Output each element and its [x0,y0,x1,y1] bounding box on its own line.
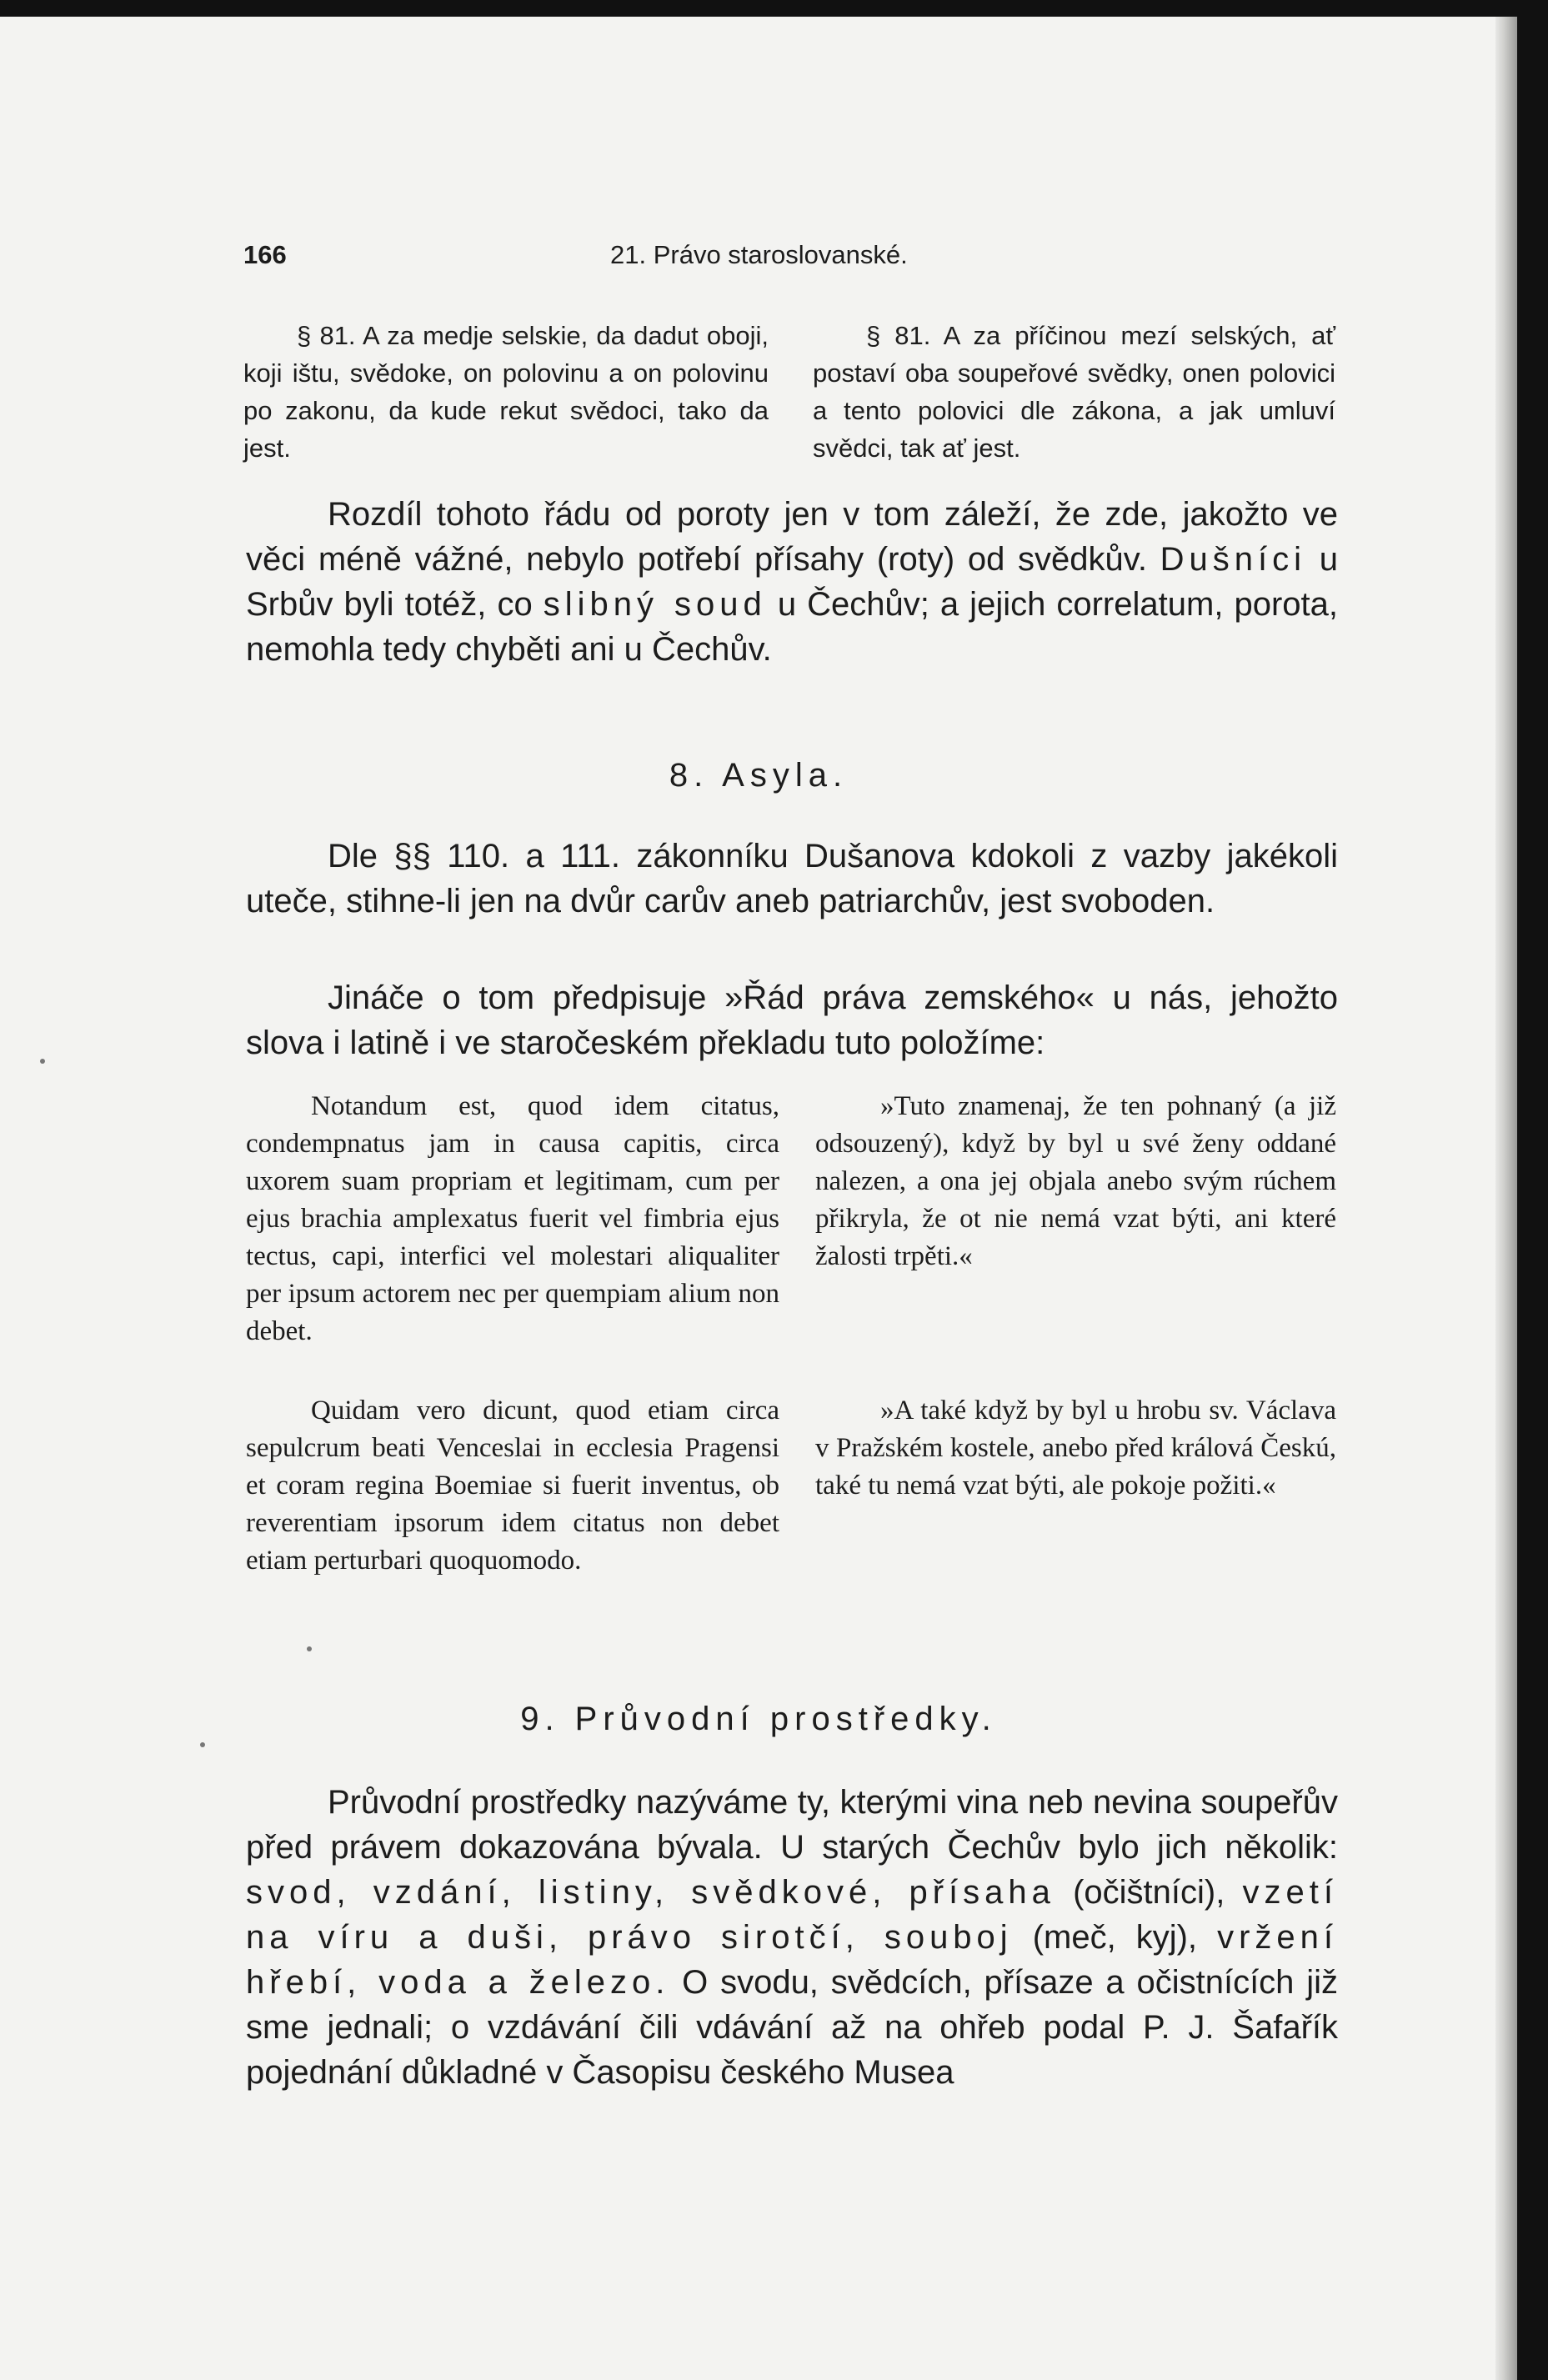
para1-spaced-slibny-soud: slibný soud [543,586,767,623]
speck [40,1059,45,1064]
latin-paragraph-2: Quidam vero dicunt, quod etiam circa sepulcrum beati Venceslai in ecclesia Pragensi et coram regina Boemiae si fuerit inventus, ob reverentiam ipsorum idem citatus non debet etiam perturbari quoquomodo. [246,1395,779,1576]
book-page [0,17,1517,2380]
para4-spaced-list-1: svod, vzdání, listiny, svědkové, přísaha [246,1874,1055,1911]
section-81-original: § 81. A za medje selskie, da dadut oboji, koji ištu, svědoke, on polovinu a on polovinu po zakonu, da kude rekut svědoci, tako da jest. [243,321,769,463]
paragraph-porota [246,492,1338,672]
paragraph-dusan: Dle §§ 110. a 111. zákonníku Dušanova kdokoli z vazby jakékoli uteče, stihne-li jen na dvůr carův aneb patriarchův, jest svoboden. [246,838,1338,919]
czech-text-1 [815,1088,1336,1275]
czech-paragraph-1: »Tuto znamenaj, že ten pohnaný (a již odsouzený), když by byl u své ženy oddané nalezen, a ona jej objala anebo svým rúchem přikryla, že ot nie nemá vzat býti, ani které žalosti trpěti.« [815,1091,1336,1271]
running-title: 21. Právo staroslovanské. [610,240,908,269]
czech-text-2 [815,1392,1336,1505]
czech-paragraph-2: »A také když by byl u hrobu sv. Václava v Pražském kostele, anebo před králová Českú, také tu nemá vzat býti, ale pokoje požiti.« [815,1395,1336,1501]
heading-pruvodni-prostredky: 9. Průvodní prostředky. [520,1701,997,1737]
para4-text-c: (meč, kyj), [1032,1919,1198,1956]
latin-text-1 [246,1088,779,1350]
speck [307,1646,312,1651]
paragraph-rad-prava: Jináče o tom předpisuje »Řád práva zemského« u nás, jehožto slova i latině i ve staročeském překladu tuto položíme: [246,980,1338,1061]
para1-text-b: u Srbův byli totéž, co [246,541,1338,623]
para4-text-d: O svodu, svědcích, přísaze a očistnících již sme jednali; o vzdávání čili vdávání až na ohřeb podal P. J. Šafařík pojednání důkladné v Časopisu českého Musea [246,1964,1338,2091]
para1-text-a: Rozdíl tohoto řádu od poroty jen v tom záleží, že zde, jakožto ve věci méně vážné, nebylo potřebí přísahy (roty) od svědkův. [246,496,1338,578]
latin-paragraph-1: Notandum est, quod idem citatus, condempnatus jam in causa capitis, circa uxorem suam propriam et legitimam, cum per ejus brachia amplexatus fuerit vel fimbria ejus tectus, capi, interfici vel molestari aliqualiter per ipsum actorem nec per quempiam alium non debet. [246,1091,779,1346]
page-number: 166 [243,240,287,269]
speck [200,1742,205,1747]
para4-text-b: (očištníci), [1073,1874,1225,1911]
para1-text-c: u Čechův; a jejich correlatum, porota, nemohla tedy chyběti ani u Čechův. [246,586,1338,668]
para1-spaced-dusnici: Dušníci [1160,541,1307,578]
page-edge-shadow [1495,17,1517,2380]
para4-spaced-list-3: vržení hřebí, voda a železo. [246,1919,1338,2001]
para4-text-a: Průvodní prostředky nazýváme ty, kterými vina neb nevina soupeřův před právem dokazována bývala. U starých Čechův bylo jich několik: [246,1784,1338,1866]
paragraph-pruvodni [246,1780,1338,2095]
heading-asyla: 8. Asyla. [669,757,849,794]
para4-spaced-list-2: vzetí na víru a duši, právo sirotčí, souboj [246,1874,1338,1956]
latin-text-2 [246,1392,779,1580]
section-81-translation: § 81. A za příčinou mezí selských, ať postaví oba soupeřové svědky, onen polovici a tento polovici dle zákona, a jak umluví svědci, tak ať jest. [813,321,1335,463]
